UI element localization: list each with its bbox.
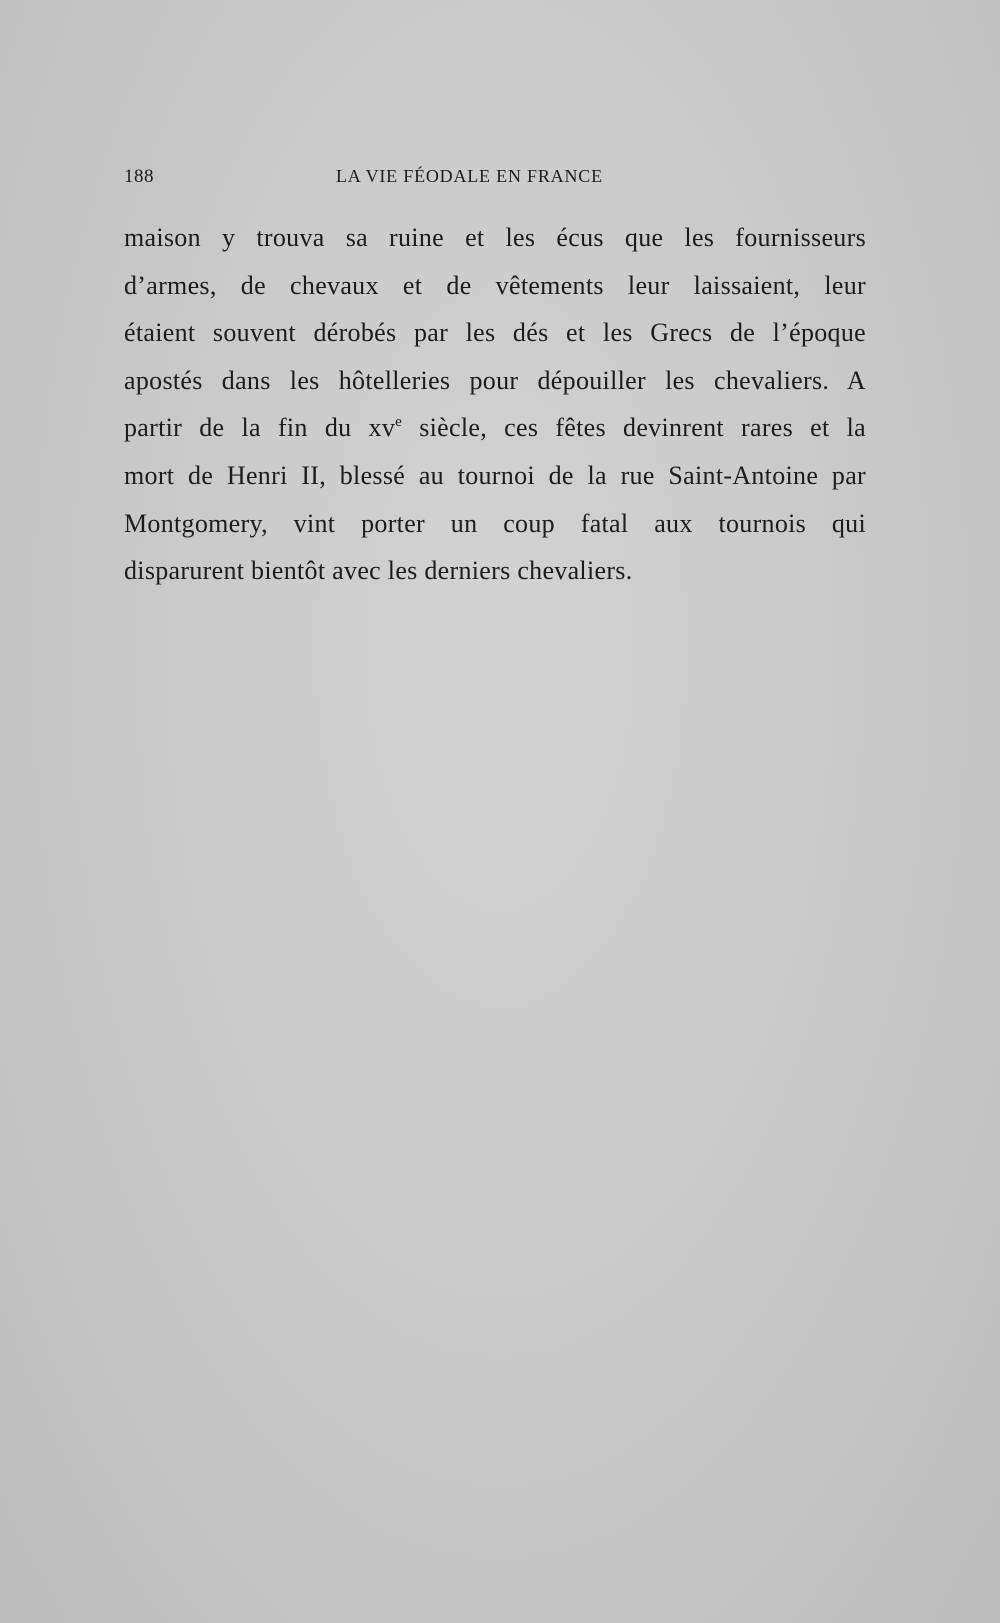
text-line-6: mort de Henri II, blessé au tournoi de la rue Saint-Antoine par [124, 460, 866, 490]
body-paragraph [124, 214, 866, 595]
page-header [124, 166, 864, 192]
running-title: LA VIE FÉODALE EN FRANCE [336, 166, 603, 186]
page-number: 188 [124, 166, 154, 187]
text-line-3: étaient souvent dérobés par les dés et les Grecs de l’époque [124, 318, 866, 348]
text-line-2: d’armes, de chevaux et de vêtements leur laissaient, leur [124, 270, 866, 300]
text-line-4: apostés dans les hôtelleries pour dépouiller les chevaliers. A [124, 365, 866, 395]
text-line-1: maison y trouva sa ruine et les écus que les fournisseurs [124, 223, 866, 252]
text-line-5-end: siècle, ces fêtes devinrent rares et la [402, 413, 866, 443]
text-line-8: disparurent bientôt avec les derniers chevaliers. [124, 556, 633, 586]
text-line-5-start: partir de la fin du xv [124, 413, 396, 443]
superscript-e: e [395, 414, 403, 431]
text-line-7: Montgomery, vint porter un coup fatal aux tournois qui [124, 508, 866, 538]
text-line-5 [124, 404, 866, 452]
